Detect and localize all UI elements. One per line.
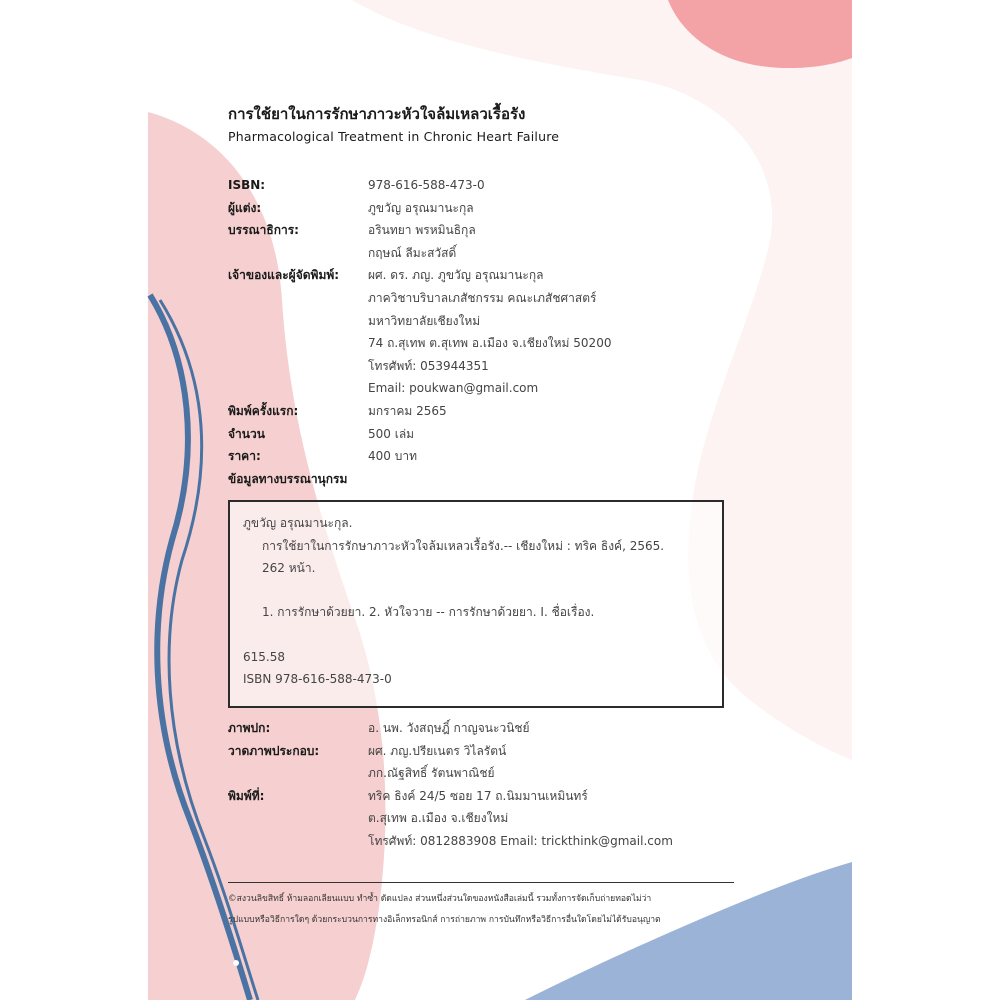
book-title-english: Pharmacological Treatment in Chronic Heart Failure <box>228 129 560 144</box>
metadata-value: กฤษณ์ ลีมะสวัสดิ์ <box>368 245 457 260</box>
metadata-label: ข้อมูลทางบรรณานุกรม <box>228 471 348 486</box>
metadata-row <box>228 219 748 264</box>
metadata-row <box>228 740 748 785</box>
metadata-value: ต.สุเทพ อ.เมือง จ.เชียงใหม่ <box>368 811 509 826</box>
copyright-line: ©สงวนลิขสิทธิ์ ห้ามลอกเลียนแบบ ทำซ้ำ ดัดแปลง ส่วนหนึ่งส่วนใดของหนังสือเล่มนี้ รวมทั้งการจัดเก็บถ่ายทอดไม่ว่า <box>228 894 652 904</box>
metadata-value: โทรศัพท์: 0812883908 Email: trickthink@gmail.com <box>368 833 673 848</box>
metadata-row <box>228 197 748 220</box>
metadata-row <box>228 785 748 853</box>
metadata-label: พิมพ์ที่: <box>228 788 265 803</box>
metadata-label: พิมพ์ครั้งแรก: <box>228 403 299 418</box>
metadata-label: ราคา: <box>228 449 261 464</box>
metadata-row <box>228 264 748 400</box>
metadata-value: 978-616-588-473-0 <box>368 178 485 192</box>
metadata-value: มหาวิทยาลัยเชียงใหม่ <box>368 313 481 328</box>
metadata-label: จำนวน <box>228 426 265 441</box>
metadata-value: ภาควิชาบริบาลเภสัชกรรม คณะเภสัชศาสตร์ <box>368 290 597 305</box>
metadata-label: เจ้าของและผู้จัดพิมพ์: <box>228 268 340 283</box>
metadata-value: 400 บาท <box>368 449 417 464</box>
production-details <box>228 717 748 853</box>
metadata-label: วาดภาพประกอบ: <box>228 743 320 758</box>
metadata-values <box>368 740 748 785</box>
metadata-values <box>368 400 748 423</box>
metadata-values <box>368 197 748 220</box>
metadata-label: ภาพปก: <box>228 721 271 735</box>
publication-details <box>228 174 748 490</box>
catalog-subjects: 1. การรักษาด้วยยา. 2. หัวใจวาย -- การรักษาด้วยยา. I. ชื่อเรื่อง. <box>262 605 595 619</box>
metadata-value: มกราคม 2565 <box>368 403 447 418</box>
copyright-divider <box>228 882 734 883</box>
metadata-row <box>228 468 748 491</box>
metadata-value: ทริค ธิงค์ 24/5 ซอย 17 ถ.นิมมานเหมินทร์ <box>368 788 588 803</box>
metadata-values <box>368 219 748 264</box>
metadata-label: ผู้แต่ง: <box>228 200 262 215</box>
metadata-value: โทรศัพท์: 053944351 <box>368 358 489 373</box>
metadata-value: ภูขวัญ อรุณมานะกุล <box>368 200 474 215</box>
metadata-value: 500 เล่ม <box>368 426 415 441</box>
metadata-row <box>228 400 748 423</box>
copyright-notice <box>228 889 740 931</box>
metadata-row <box>228 445 748 468</box>
metadata-value: ผศ. ดร. ภญ. ภูขวัญ อรุณมานะกุล <box>368 268 544 283</box>
catalog-isbn: ISBN 978-616-588-473-0 <box>243 672 392 686</box>
copyright-line: รูปแบบหรือวิธีการใดๆ ด้วยกระบวนการทางอิเล็กทรอนิกส์ การถ่ายภาพ การบันทึกหรือวิธีการอื่นใดโดยไม่ได้รับอนุญาต <box>228 915 661 925</box>
metadata-row <box>228 174 748 197</box>
metadata-values <box>368 264 748 400</box>
metadata-values <box>368 717 748 740</box>
metadata-value: ผศ. ภญ.ปรียเนตร วิไลรัตน์ <box>368 743 507 758</box>
book-title-thai: การใช้ยาในการรักษาภาวะหัวใจล้มเหลวเรื้อรัง <box>228 105 526 123</box>
metadata-values <box>368 785 748 853</box>
metadata-value: อ. นพ. วังสฤษฎิ์ กาญจนะวนิชย์ <box>368 721 530 735</box>
metadata-label: ISBN: <box>228 178 266 192</box>
metadata-values <box>368 445 748 468</box>
metadata-row <box>228 717 748 740</box>
metadata-label: บรรณาธิการ: <box>228 223 299 238</box>
metadata-row <box>228 423 748 446</box>
catalog-author: ภูขวัญ อรุณมานะกุล. <box>243 516 353 530</box>
catalog-record-box <box>228 500 724 708</box>
catalog-classification: 615.58 <box>243 650 285 664</box>
catalog-pages: 262 หน้า. <box>262 561 316 575</box>
metadata-value: Email: poukwan@gmail.com <box>368 381 539 396</box>
metadata-value: 74 ถ.สุเทพ ต.สุเทพ อ.เมือง จ.เชียงใหม่ 50200 <box>368 336 612 351</box>
metadata-value: ภก.ณัฐสิทธิ์ รัตนพาณิชย์ <box>368 766 495 781</box>
metadata-value: อรินทยา พรหมินธิกุล <box>368 223 476 238</box>
metadata-values <box>368 174 748 197</box>
metadata-values <box>368 423 748 446</box>
catalog-title: การใช้ยาในการรักษาภาวะหัวใจล้มเหลวเรื้อรัง.-- เชียงใหม่ : ทริค ธิงค์, 2565. <box>262 539 665 553</box>
